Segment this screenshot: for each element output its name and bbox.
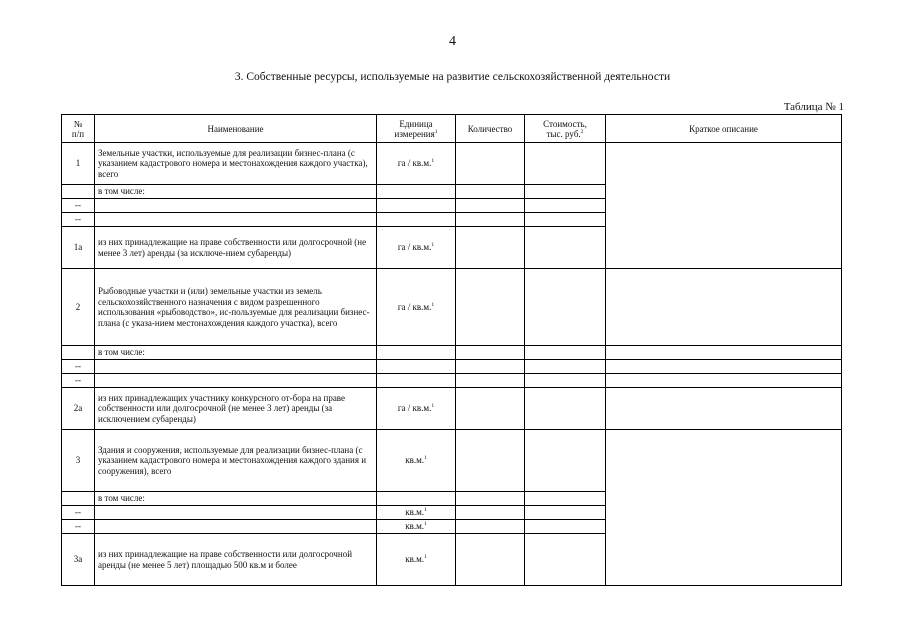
row-unit [377,213,456,227]
row-name: в том числе: [95,492,377,506]
row-cost-cell [525,269,606,346]
row-name: Рыбоводные участки и (или) земельные участки из земель сельскохозяйственного назначения с видом разрешенного использования «рыбоводство», ис-пользуемые для реализации бизнес-плана (с указа-нием местонахождения каждого участка), всего [95,269,377,346]
row-cost-cell [525,506,606,520]
row-quantity-cell [456,492,525,506]
row-quantity-cell [456,143,525,185]
row-name [95,199,377,213]
row-description-cell [606,430,842,586]
unit-footnote: 1 [424,521,427,528]
header-name: Наименование [95,115,377,143]
header-number [62,115,95,143]
row-number: -- [62,213,95,227]
row-cost-cell [525,492,606,506]
row-name: Земельные участки, используемые для реализации бизнес-плана (с указанием кадастрового номера и местонахождения каждого участка), всего [95,143,377,185]
row-unit [377,534,456,586]
row-cost-cell [525,360,606,374]
row-unit [377,430,456,492]
row-cost-cell [525,199,606,213]
row-cost-cell [525,213,606,227]
unit-footnote: 1 [431,242,435,249]
row-number: -- [62,360,95,374]
unit-footnote: 1 [424,455,427,462]
row-cost-cell [525,388,606,430]
header-cost [525,115,606,143]
header-number-line2: п/п [71,128,85,139]
row-number: 3а [62,534,95,586]
row-number: 1а [62,227,95,269]
row-unit [377,360,456,374]
row-quantity-cell [456,388,525,430]
page-number: 4 [449,34,456,49]
unit-footnote: 1 [431,301,435,308]
header-description: Краткое описание [606,115,842,143]
row-unit [377,227,456,269]
table-row [62,374,842,388]
table-row [62,430,842,492]
row-description-cell [606,143,842,269]
row-unit [377,374,456,388]
table-row [62,346,842,360]
row-name [95,374,377,388]
unit-footnote: 1 [424,507,427,514]
row-number [62,185,95,199]
header-cost-line1: Стоимость, [543,118,587,129]
table-row [62,269,842,346]
unit-text: га / кв.м. [397,301,432,312]
unit-footnote: 1 [431,158,435,165]
row-number: -- [62,506,95,520]
row-unit [377,388,456,430]
row-unit [377,199,456,213]
unit-footnote: 1 [431,403,435,410]
row-name: Здания и сооружения, используемые для реализации бизнес-плана (с указанием кадастрового номера и местонахождения каждого здания и сооружения), всего [95,430,377,492]
row-unit [377,506,456,520]
row-description-cell [606,269,842,346]
row-quantity-cell [456,185,525,199]
row-number: -- [62,199,95,213]
header-unit-line2: измерения [394,128,435,139]
row-quantity-cell [456,534,525,586]
section-title: 3. Собственные ресурсы, используемые на развитие сельскохозяйственной деятельности [234,71,671,83]
row-name: из них принадлежащие на праве собственности или долгосрочной аренды (не менее 5 лет) площадью 500 кв.м и более [95,534,377,586]
table-row [62,388,842,430]
row-unit [377,346,456,360]
row-quantity-cell [456,227,525,269]
row-name [95,213,377,227]
row-quantity-cell [456,430,525,492]
row-name [95,520,377,534]
row-unit [377,185,456,199]
unit-text: кв.м. [405,554,425,565]
row-quantity-cell [456,506,525,520]
table-header-row [62,115,842,143]
unit-text: кв.м. [405,455,425,466]
unit-text: га / кв.м. [397,158,432,169]
row-unit [377,520,456,534]
row-quantity-cell [456,199,525,213]
row-name: в том числе: [95,185,377,199]
unit-text: га / кв.м. [397,403,432,414]
row-unit [377,143,456,185]
row-quantity-cell [456,360,525,374]
row-name [95,360,377,374]
row-quantity-cell [456,269,525,346]
row-cost-cell [525,374,606,388]
header-unit [377,115,456,143]
row-number: 2а [62,388,95,430]
row-name: из них принадлежащих участнику конкурсного от-бора на праве собственности или долгосрочной (не менее 3 лет) аренды (за исключением субаренды) [95,388,377,430]
header-cost-footnote: 2 [580,128,584,135]
row-number: 3 [62,430,95,492]
row-quantity-cell [456,520,525,534]
unit-footnote: 1 [424,554,427,561]
row-cost-cell [525,534,606,586]
row-cost-cell [525,430,606,492]
row-number: -- [62,374,95,388]
unit-text: кв.м. [405,521,425,532]
row-name [95,506,377,520]
unit-text: га / кв.м. [397,242,432,253]
header-cost-line2: тыс. руб. [546,128,581,139]
row-cost-cell [525,227,606,269]
row-number: 1 [62,143,95,185]
header-unit-line1: Единица [399,118,433,129]
row-cost-cell [525,143,606,185]
row-unit [377,269,456,346]
row-number [62,492,95,506]
row-number: -- [62,520,95,534]
table-row [62,143,842,185]
row-description-cell [606,346,842,360]
resources-table [61,114,842,586]
row-cost-cell [525,185,606,199]
row-number [62,346,95,360]
row-cost-cell [525,346,606,360]
row-quantity-cell [456,213,525,227]
row-description-cell [606,374,842,388]
row-name: из них принадлежащие на праве собственности или долгосрочной (не менее 3 лет) аренды (за исключе-нием субаренды) [95,227,377,269]
row-quantity-cell [456,346,525,360]
row-description-cell [606,360,842,374]
header-quantity: Количество [456,115,525,143]
row-unit [377,492,456,506]
unit-text: кв.м. [405,507,425,518]
row-quantity-cell [456,374,525,388]
row-cost-cell [525,520,606,534]
row-name: в том числе: [95,346,377,360]
row-description-cell [606,388,842,430]
header-number-line1: № [73,118,83,129]
row-number: 2 [62,269,95,346]
table-row [62,360,842,374]
table-label: Таблица № 1 [783,101,844,113]
header-unit-footnote: 1 [434,128,438,135]
